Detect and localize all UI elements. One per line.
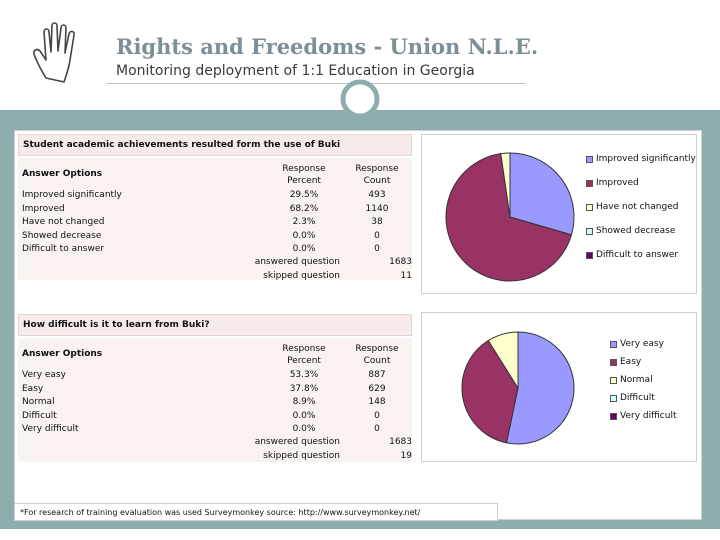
section2-options-column [22,369,262,437]
hand-logo-icon [32,20,92,86]
percent-cell: 29.5% [289,190,319,200]
count-cell: 887 [368,370,386,380]
percent-cell: 2.3% [292,217,316,227]
count-cell: 38 [371,217,383,227]
legend-swatch [586,228,593,235]
section2-count-header: Response Count [355,344,399,366]
section2-percent-column [266,369,342,437]
section1-answered-value: 1683 [389,257,412,267]
legend-swatch [610,413,617,420]
section2-count-column [342,369,412,437]
percent-cell: 68.2% [289,203,319,214]
section2-legend [610,335,676,425]
percent-cell: 0.0% [292,424,316,434]
legend-item [610,353,676,371]
section1-answer-options-header: Answer Options [22,169,103,179]
table-row: Very easy [22,370,66,380]
count-cell: 493 [368,190,386,200]
legend-item [586,195,696,219]
page-title: Rights and Freedoms - Union N.L.E. [116,34,539,59]
section1-count-header: Response Count [355,164,399,186]
ring-ornament-icon [339,78,381,120]
section1-answered-label: answered question [254,257,340,267]
legend-swatch [610,395,617,402]
section2-answered-label: answered question [254,437,340,447]
legend-item [586,147,696,171]
legend-item [610,407,676,425]
count-cell: 1140 [365,203,389,214]
percent-cell: 37.8% [289,383,319,394]
section1-pie-chart [422,135,582,295]
table-row: Easy [22,383,44,394]
section2-percent-header: Response Percent [282,344,326,366]
legend-swatch [586,156,593,163]
legend-item [586,171,696,195]
table-row: Showed decrease [22,230,102,241]
legend-item [610,371,676,389]
table-row: Very difficult [22,424,79,434]
legend-label: Normal [620,375,653,385]
page-subtitle: Monitoring deployment of 1:1 Education in Georgia [116,63,475,79]
section1-heading: Student academic achievements resulted form the use of Buki [18,134,412,156]
count-cell: 0 [374,244,380,254]
legend-item [586,243,696,267]
legend-label: Difficult [620,393,655,403]
legend-label: Improved [596,178,639,188]
percent-cell: 0.0% [292,244,316,254]
section1-count-column [342,189,412,257]
legend-swatch [586,204,593,211]
percent-cell: 0.0% [292,410,316,421]
legend-swatch [586,252,593,259]
legend-label: Showed decrease [596,226,676,236]
header-divider [106,83,526,84]
legend-swatch [610,359,617,366]
count-cell: 148 [368,397,386,407]
table-row: Difficult to answer [22,244,105,254]
section1-options-column [22,189,262,257]
legend-swatch [586,180,593,187]
table-row: Improved [22,203,65,214]
count-cell: 0 [374,424,380,434]
section1-percent-header: Response Percent [282,164,326,186]
table-row: Improved significantly [22,190,122,200]
legend-item [586,219,696,243]
section2-answered-value: 1683 [389,437,412,447]
legend-label: Very difficult [620,411,677,421]
legend-label: Difficult to answer [596,250,679,260]
percent-cell: 8.9% [292,397,316,407]
table-row: Have not changed [22,217,105,227]
section1-chart-box [421,134,697,294]
count-cell: 629 [368,383,386,394]
table-row: Normal [22,397,55,407]
section2-pie-chart [422,313,582,463]
legend-swatch [610,377,617,384]
section1-skipped-label: skipped question [263,270,340,281]
section2-skipped-label: skipped question [263,450,340,461]
legend-label: Very easy [620,339,664,349]
source-note: *For research of training evaluation was used Surveymonkey source: http://www.surveymonkey.net/ [20,508,421,517]
section2-skipped-value: 19 [400,450,412,461]
count-cell: 0 [374,230,380,241]
section2-heading: How difficult is it to learn from Buki? [18,314,412,336]
legend-item [610,389,676,407]
section2-answer-options-header: Answer Options [22,349,103,359]
count-cell: 0 [374,410,380,421]
section1-percent-column [266,189,342,257]
section1-legend [586,147,696,267]
table-row: Difficult [22,410,57,421]
legend-label: Easy [620,357,642,367]
legend-item [610,335,676,353]
legend-label: Improved significantly [596,154,696,164]
legend-swatch [610,341,617,348]
section2-chart-box [421,312,697,462]
legend-label: Have not changed [596,202,679,212]
percent-cell: 53.3% [289,370,319,380]
section1-skipped-value: 11 [400,270,412,281]
percent-cell: 0.0% [292,230,316,241]
